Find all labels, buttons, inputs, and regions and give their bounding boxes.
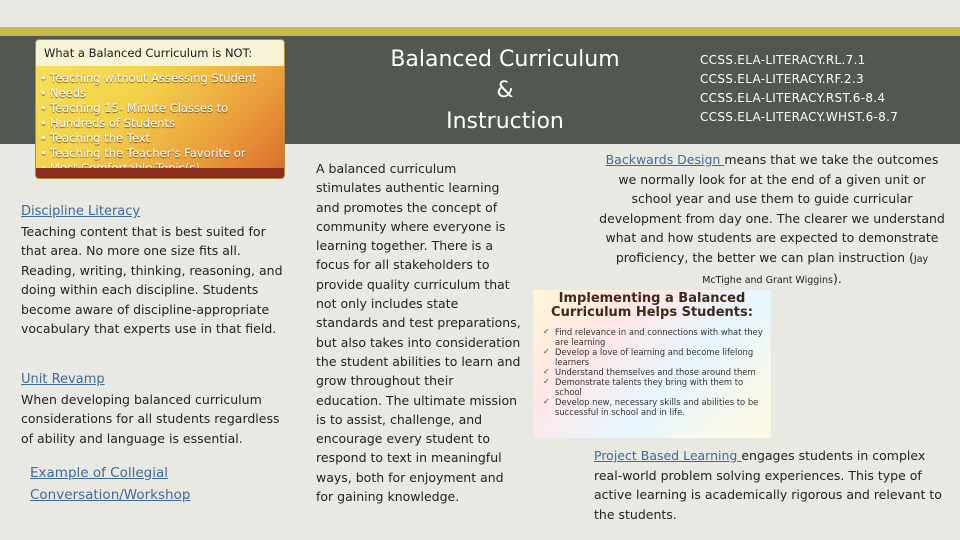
standards-list bbox=[700, 51, 898, 127]
list-item: • Needs bbox=[40, 86, 257, 101]
list-item: ✓ Understand themselves and those around them bbox=[555, 367, 765, 377]
accent-bar bbox=[0, 27, 960, 36]
unit-revamp-link[interactable]: Unit Revamp bbox=[21, 372, 105, 387]
balanced-curriculum-description: A balanced curriculum stimulates authentic learning and promotes the concept of community where everyone is learning together. There is a focus for all stakeholders to provide quality curriculum that not only includes state standards and test preparations, but also takes into consideration the student abilities to learn and grow throughout their education. The ultimate mission is to assist, challenge, and encourage every student to respond to text in meaningful ways, both for enjoyment and for gaining knowledge. bbox=[316, 161, 521, 505]
discipline-literacy-link[interactable]: Discipline Literacy bbox=[21, 204, 141, 219]
backwards-design-section bbox=[598, 150, 946, 291]
project-based-learning-link[interactable]: Project Based Learning bbox=[594, 448, 742, 463]
example-link-line-2[interactable]: Conversation/Workshop bbox=[30, 487, 191, 503]
citation-end: ). bbox=[832, 271, 842, 286]
project-based-learning-text: engages students in complex real-world problem solving experiences. This type of active learning is academically rigorous and relevant to the students. bbox=[594, 448, 942, 522]
citation: Jay McTighe and Grant Wiggins bbox=[702, 253, 929, 286]
helps-list bbox=[555, 327, 765, 417]
project-based-learning-section bbox=[594, 446, 944, 524]
list-item: • Teaching the Text bbox=[40, 131, 257, 146]
backwards-design-text: means that we take the outcomes we normally look for at the end of a given unit or school year and use them to guide curricular development from day one. The clearer we understand what and how students are expected to demonstrate proficiency, the better we can plan instruction ( bbox=[599, 152, 945, 265]
list-item: • Teaching 15- Minute Classes to bbox=[40, 101, 257, 116]
example-link-block bbox=[30, 462, 295, 506]
balanced-curriculum-not-image bbox=[36, 40, 284, 178]
title-line-2: & bbox=[496, 78, 514, 103]
list-item: • Teaching the Teacher's Favorite or bbox=[40, 146, 257, 161]
backwards-design-link[interactable]: Backwards Design bbox=[605, 152, 725, 167]
implementing-balanced-curriculum-image bbox=[533, 290, 771, 438]
list-item: ✓ Develop a love of learning and become lifelong learners bbox=[555, 347, 765, 367]
list-item: • Teaching without Assessing Student bbox=[40, 71, 257, 86]
image-title: Implementing a Balanced Curriculum Helps Students: bbox=[551, 291, 753, 320]
discipline-literacy-section bbox=[21, 202, 286, 339]
unit-revamp-text: When developing balanced curriculum considerations for all students regardless of ability and language is essential. bbox=[21, 391, 280, 446]
not-list bbox=[40, 71, 257, 176]
list-item: ✓ Develop new, necessary skills and abilities to be successful in school and in life. bbox=[555, 397, 765, 417]
list-item: • Hundreds of Students bbox=[40, 116, 257, 131]
list-item: ✓ Find relevance in and connections with what they are learning bbox=[555, 327, 765, 347]
standard-item: CCSS.ELA-LITERACY.WHST.6-8.7 bbox=[700, 110, 899, 124]
slide-title bbox=[380, 44, 630, 137]
title-line-1: Balanced Curriculum bbox=[390, 47, 620, 72]
title-line-3: Instruction bbox=[446, 109, 564, 134]
standard-item: CCSS.ELA-LITERACY.RL.7.1 bbox=[700, 53, 866, 67]
example-link-line-1[interactable]: Example of Collegial bbox=[30, 465, 168, 481]
standard-item: CCSS.ELA-LITERACY.RST.6-8.4 bbox=[700, 91, 886, 105]
list-item: ✓ Demonstrate talents they bring with them to school bbox=[555, 377, 765, 397]
unit-revamp-section bbox=[21, 370, 286, 448]
standard-item: CCSS.ELA-LITERACY.RF.2.3 bbox=[700, 72, 864, 86]
image-heading: What a Balanced Curriculum is NOT: bbox=[44, 46, 253, 60]
discipline-literacy-text: Teaching content that is best suited for that area. No more one size fits all. Reading, writing, thinking, reasoning, and doing within each discipline. Students become aware of discipline-appropriate vocabulary that experts use in that field. bbox=[21, 223, 283, 336]
